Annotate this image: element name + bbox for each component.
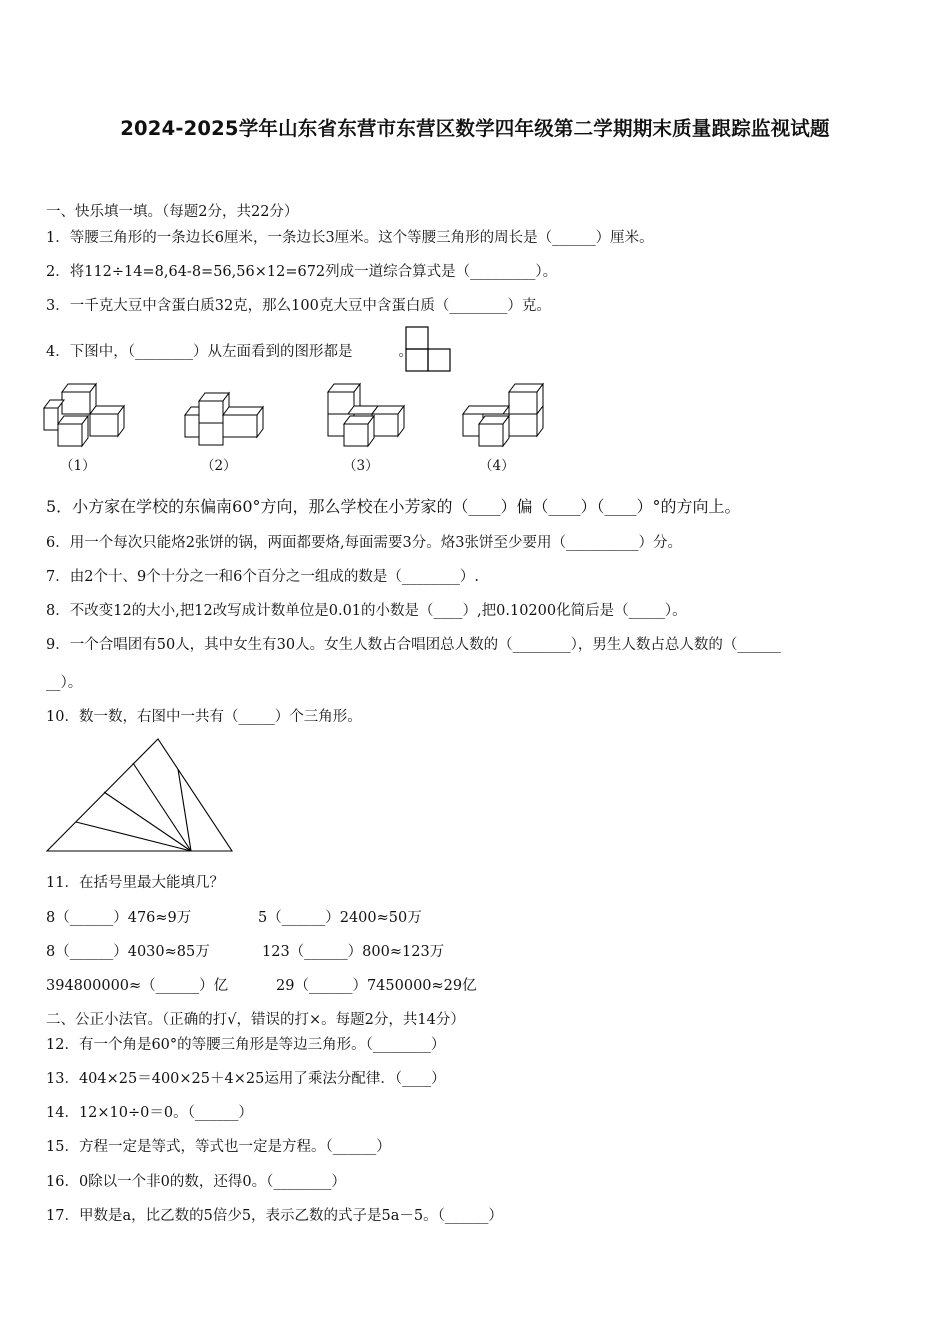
q11-item-5: 394800000≈（______）亿 [46,978,229,994]
question-9-continued: __）。 [46,675,83,691]
section2-heading: 二、公正小法官。（正确的打√，错误的打×。每题2分，共14分） [46,1012,465,1028]
q11-item-3: 8（______）4030≈85万 [46,944,210,960]
cube-figure-3 [328,384,404,448]
left-view-icon [405,326,451,372]
question-12: 12．有一个角是60°的等腰三角形是等边三角形。（________） [46,1037,446,1053]
question-3: 3．一千克大豆中含蛋白质32克，那么100克大豆中含蛋白质（________）克。 [46,298,551,314]
question-15: 15．方程一定是等式，等式也一定是方程。（______） [46,1139,391,1155]
question-17: 17．甲数是a，比乙数的5倍少5，表示乙数的式子是5a－5。（______） [46,1208,503,1224]
question-14: 14．12×10÷0＝0。（______） [46,1105,253,1121]
figure-caption-1: （1） [60,458,96,474]
question-2: 2．将112÷14=8,64-8=56,56×12=672列成一道综合算式是（_________）。 [46,264,558,280]
question-4-text: 4．下图中，（________）从左面看到的图形都是 [46,344,353,360]
q11-item-6: 29（______）7450000≈29亿 [276,978,477,994]
figure-caption-2: （2） [201,458,237,474]
q11-item-1: 8（______）476≈9万 [46,910,192,926]
question-4-end: 。 [398,344,413,360]
question-5: 5．小方家在学校的东偏南60°方向，那么学校在小芳家的（____）偏（____）（____）°的方向上。 [46,497,741,516]
page-title: 2024-2025学年山东省东营市东营区数学四年级第二学期期末质量跟踪监视试题 [120,117,830,140]
cube-figure-4 [463,384,543,448]
question-11: 11．在括号里最大能填几？ [46,875,224,891]
question-9: 9．一个合唱团有50人，其中女生有30人。女生人数占合唱团总人数的（________），男生人数占总人数的（______ [46,637,781,653]
question-10: 10．数一数，右图中一共有（_____）个三角形。 [46,709,362,725]
figure-caption-4: （4） [479,458,515,474]
question-4 [46,342,413,362]
cube-figure-2 [185,393,263,447]
question-13: 13．404×25＝400×25＋4×25运用了乘法分配律．（____） [46,1071,446,1087]
cube-figure-1 [44,384,124,448]
question-7: 7．由2个十、9个十分之一和6个百分之一组成的数是（________）. [46,569,480,585]
question-16: 16．0除以一个非0的数，还得0。（________） [46,1174,346,1190]
q11-item-4: 123（______）800≈123万 [262,944,445,960]
section1-heading: 一、快乐填一填。（每题2分，共22分） [46,204,299,220]
triangle-figure [46,737,234,853]
figure-caption-3: （3） [343,458,379,474]
question-1: 1．等腰三角形的一条边长6厘米，一条边长3厘米。这个等腰三角形的周长是（______）厘米。 [46,230,654,246]
question-8: 8．不改变12的大小,把12改写成计数单位是0.01的小数是（____）,把0.10200化简后是（_____）。 [46,603,687,619]
question-6: 6．用一个每次只能烙2张饼的锅，两面都要烙,每面需要3分。烙3张饼至少要用（__________）分。 [46,535,683,551]
q11-item-2: 5（______）2400≈50万 [258,910,422,926]
